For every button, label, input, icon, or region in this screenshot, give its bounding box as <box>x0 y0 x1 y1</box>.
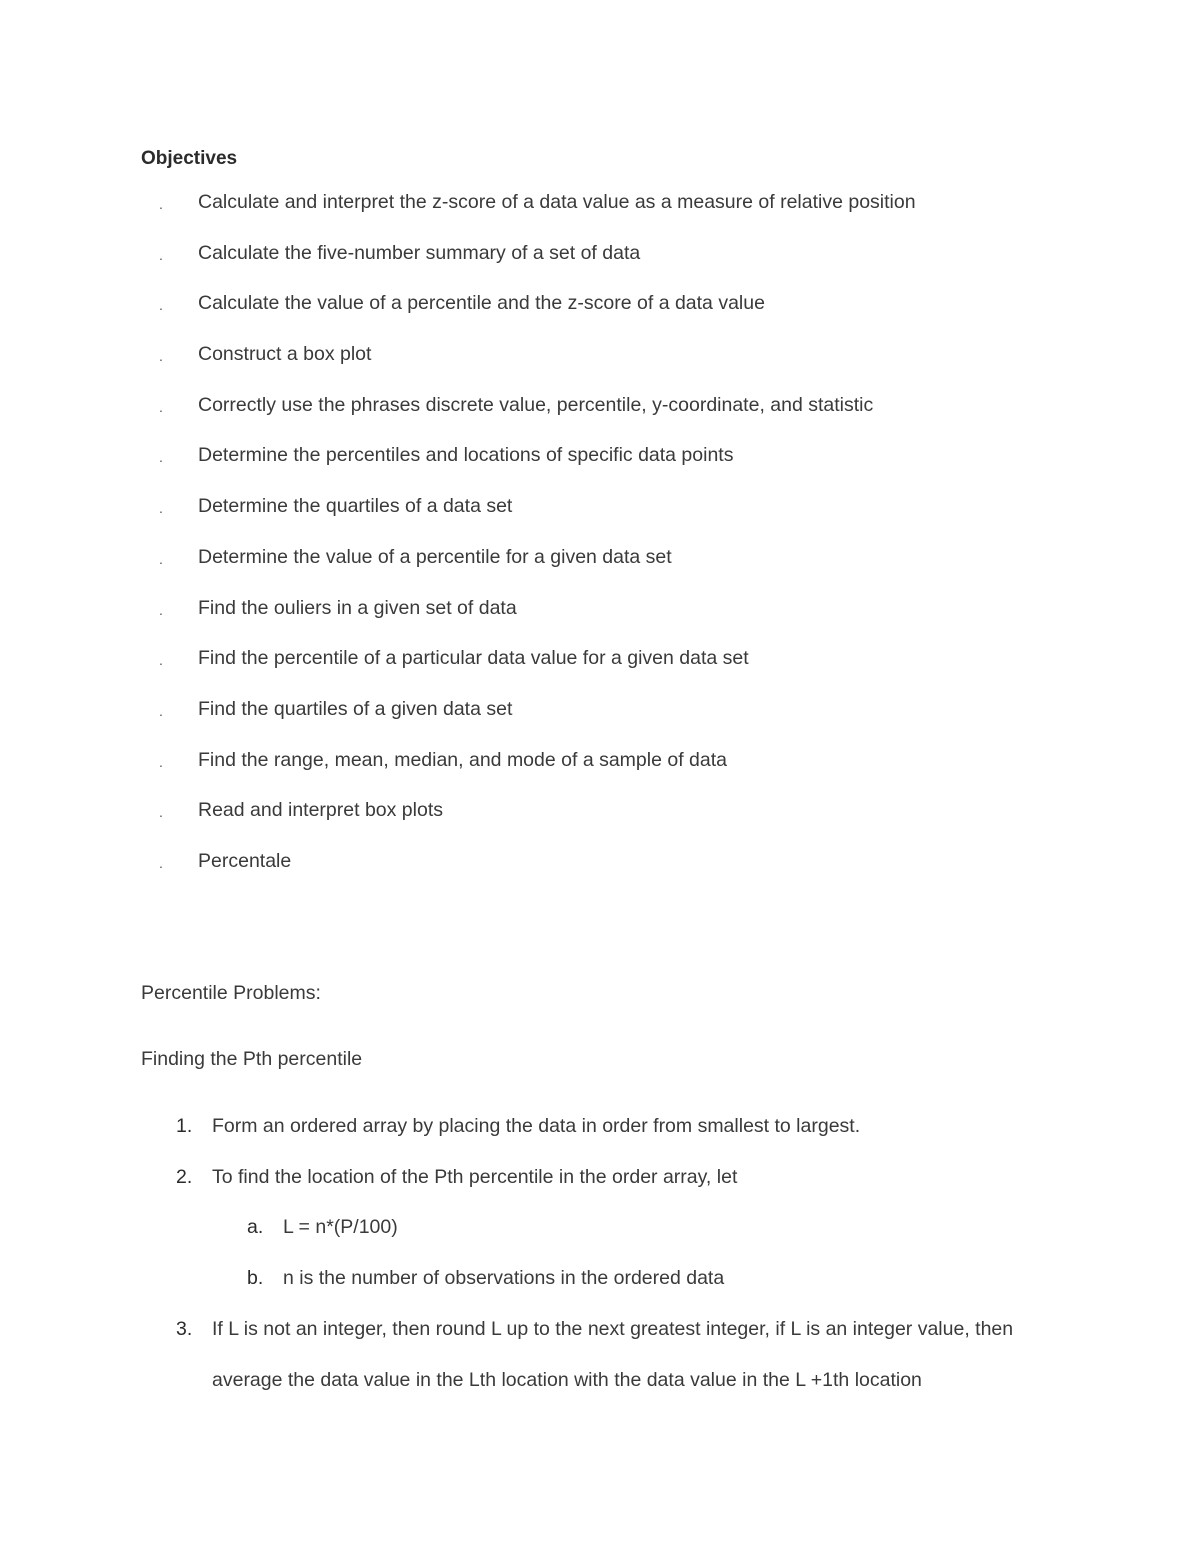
objective-text: Calculate the five-number summary of a set of data <box>198 241 641 264</box>
objective-text: Read and interpret box plots <box>198 799 443 822</box>
bullet-marker: . <box>159 246 163 263</box>
step-text: If L is not an integer, then round L up to the next greatest integer, if L is an integer value, then <box>212 1318 1014 1340</box>
substep-text: n is the number of observations in the ordered data <box>283 1267 725 1289</box>
bullet-marker: . <box>159 854 163 871</box>
objective-text: Construct a box plot <box>198 343 372 366</box>
bullet-marker: . <box>159 398 163 415</box>
bullet-marker: . <box>159 652 163 669</box>
bullet-marker: . <box>159 804 163 821</box>
bullet-marker: . <box>159 702 163 719</box>
objective-text: Determine the value of a percentile for a given data set <box>198 545 672 568</box>
step-text-continuation: average the data value in the Lth location with the data value in the L +1th location <box>212 1369 922 1391</box>
bullet-marker: . <box>159 550 163 567</box>
objective-text: Percentale <box>198 849 292 872</box>
bullet-marker: . <box>159 601 163 618</box>
section-subtitle: Finding the Pth percentile <box>141 1048 363 1070</box>
step-number: 3. <box>176 1318 193 1340</box>
substep-text: L = n*(P/100) <box>283 1216 398 1238</box>
step-text: Form an ordered array by placing the data in order from smallest to largest. <box>212 1115 861 1137</box>
objective-text: Find the range, mean, median, and mode of a sample of data <box>198 748 727 771</box>
objective-text: Calculate the value of a percentile and the z-score of a data value <box>198 292 765 315</box>
objective-text: Find the ouliers in a given set of data <box>198 596 517 619</box>
objective-text: Correctly use the phrases discrete value, percentile, y-coordinate, and statistic <box>198 393 874 416</box>
section-title: Percentile Problems: <box>141 982 321 1004</box>
step-number: 2. <box>176 1166 193 1188</box>
bullet-marker: . <box>159 500 163 517</box>
step-text: To find the location of the Pth percentile in the order array, let <box>212 1166 738 1188</box>
bullet-marker: . <box>159 753 163 770</box>
objective-text: Find the quartiles of a given data set <box>198 697 513 720</box>
objective-text: Find the percentile of a particular data value for a given data set <box>198 647 749 670</box>
bullet-marker: . <box>159 348 163 365</box>
bullet-marker: . <box>159 297 163 314</box>
objectives-heading: Objectives <box>141 148 238 169</box>
bullet-marker: . <box>159 196 163 212</box>
substep-letter: a. <box>247 1216 264 1238</box>
step-number: 1. <box>176 1115 193 1137</box>
bullet-marker: . <box>159 449 163 466</box>
objective-text: Determine the percentiles and locations of specific data points <box>198 444 734 467</box>
substep-letter: b. <box>247 1267 264 1289</box>
objective-text: Calculate and interpret the z-score of a data value as a measure of relative position <box>198 191 916 213</box>
objective-text: Determine the quartiles of a data set <box>198 495 513 518</box>
